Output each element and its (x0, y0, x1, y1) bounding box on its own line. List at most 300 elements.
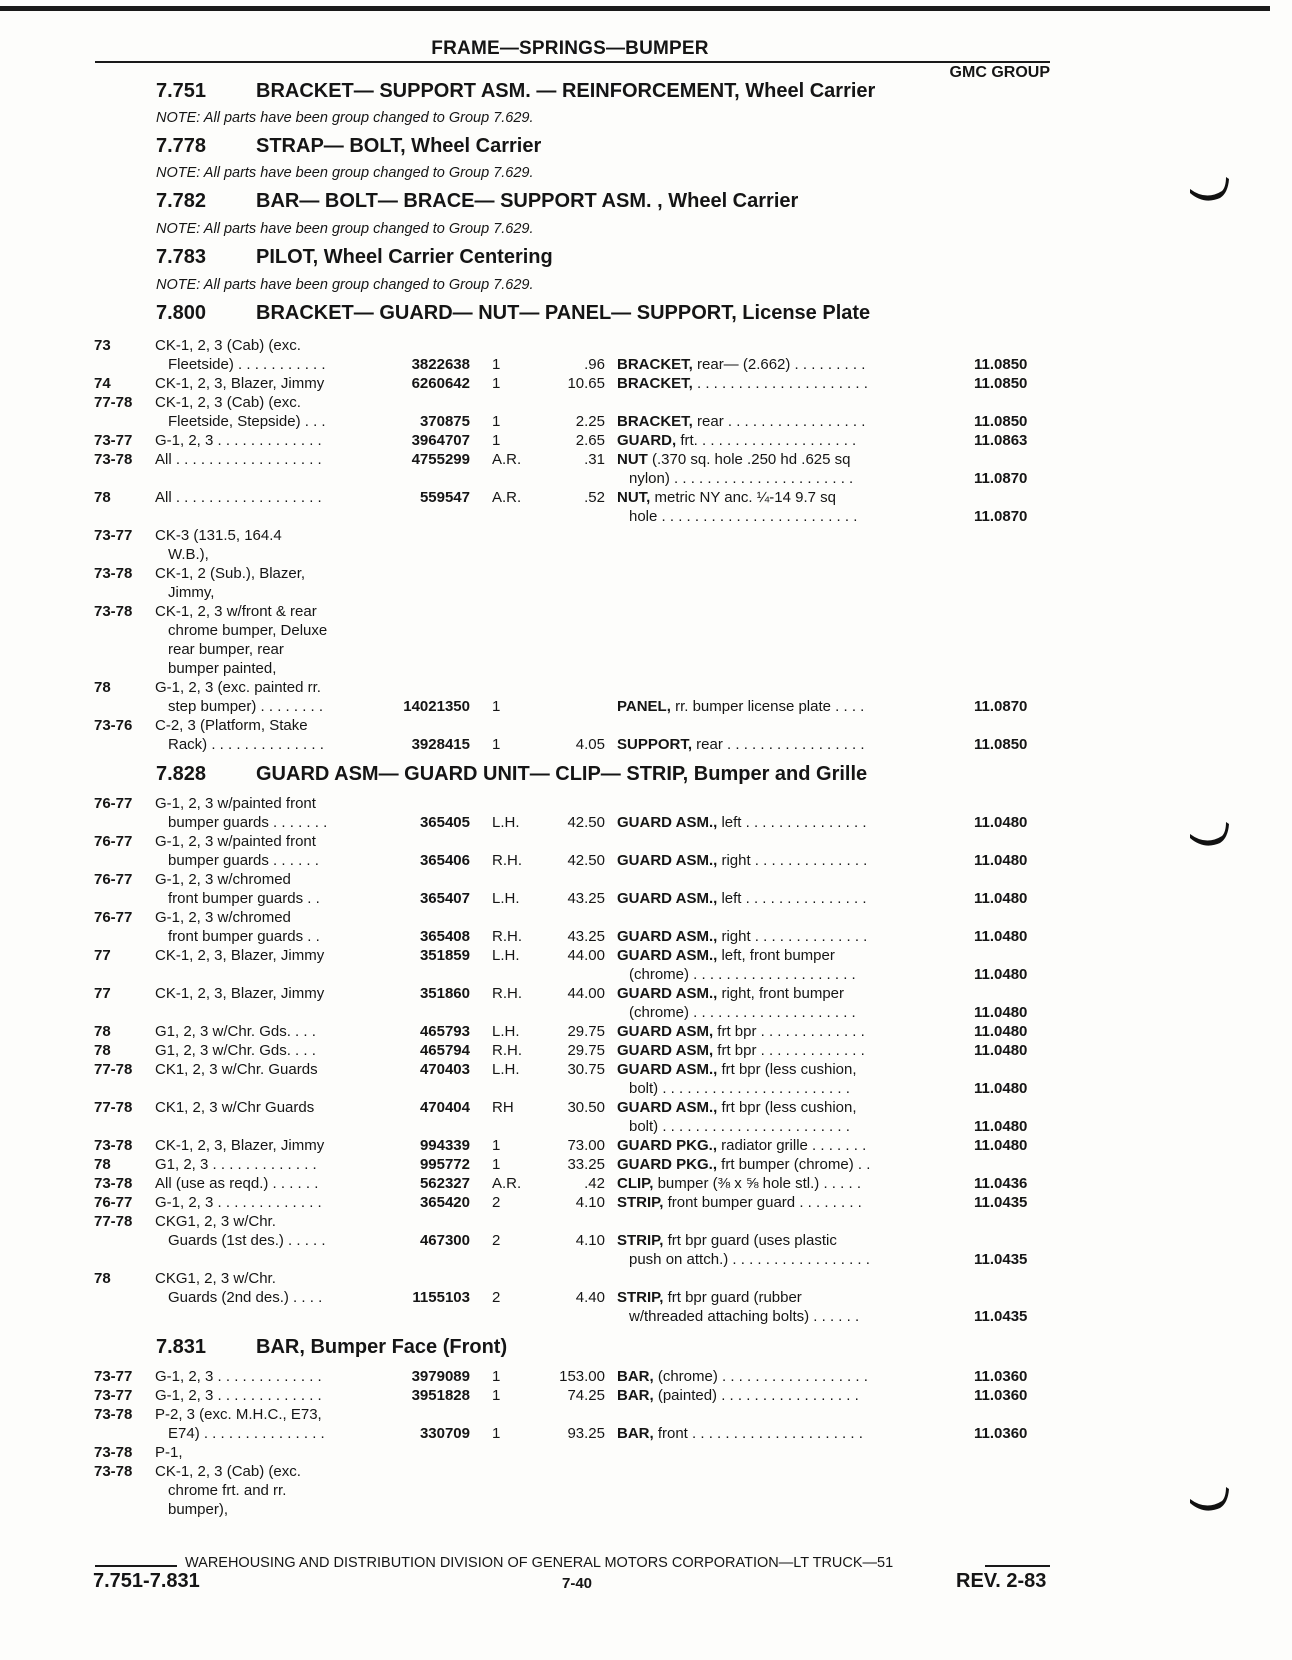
part-name-cell (617, 813, 937, 832)
application-cell: CK-1, 2, 3 (Cab) (exc. (155, 337, 301, 354)
part-number-cell: 370875 (419, 413, 470, 430)
part-number-cell: 365420 (419, 1194, 470, 1211)
quantity-cell: 1 (492, 413, 501, 430)
group-cell: 11.0480 (974, 890, 1028, 907)
application-cell: bumper guards . . . . . . . (168, 814, 328, 831)
table-row (0, 1117, 1292, 1136)
price-cell: 44.00 (567, 947, 605, 964)
application-cell: G-1, 2, 3 . . . . . . . . . . . . . (155, 432, 322, 449)
part-name-cell: bolt) . . . . . . . . . . . . . . . . . . . . . . . (629, 1118, 850, 1135)
part-name-bold: SUPPORT, (617, 736, 693, 753)
price-cell: 73.00 (567, 1137, 605, 1154)
group-cell: 11.0480 (974, 966, 1028, 983)
table-row (0, 851, 1292, 870)
part-name-cell (617, 889, 937, 908)
application-cell: All . . . . . . . . . . . . . . . . . . (155, 489, 322, 506)
year-cell: 73-78 (94, 1463, 133, 1480)
year-cell: 73-77 (94, 432, 133, 449)
application-cell: G-1, 2, 3 . . . . . . . . . . . . . (155, 1194, 322, 1211)
quantity-cell: 1 (492, 356, 501, 373)
price-cell: 44.00 (567, 985, 605, 1002)
quantity-cell: 1 (492, 1387, 501, 1404)
table-row (0, 1269, 1292, 1288)
quantity-cell: L.H. (492, 1023, 520, 1040)
year-cell: 76-77 (94, 871, 133, 888)
table-row (0, 1288, 1292, 1307)
part-number-cell: 365406 (419, 852, 470, 869)
table-row (0, 1500, 1292, 1519)
quantity-cell: A.R. (492, 451, 522, 468)
table-row (0, 507, 1292, 526)
group-cell: 11.0436 (974, 1175, 1028, 1192)
table-row (0, 450, 1292, 469)
section-heading-7778 (156, 135, 541, 158)
part-name-bold: STRIP, (617, 1194, 664, 1211)
year-cell: 73-78 (94, 1444, 133, 1461)
quantity-cell: R.H. (492, 928, 522, 945)
part-number-cell: 995772 (419, 1156, 470, 1173)
section-number: 7.800 (156, 302, 207, 324)
application-cell: G1, 2, 3 w/Chr. Gds. . . . (155, 1042, 316, 1059)
table-row (0, 1022, 1292, 1041)
section-number: 7.778 (156, 135, 207, 157)
section-number: 7.783 (156, 246, 207, 268)
year-cell: 74 (94, 375, 111, 392)
year-cell: 78 (94, 1023, 111, 1040)
part-name-cell: push on attch.) . . . . . . . . . . . . . . . . . (629, 1251, 870, 1268)
table-row (0, 716, 1292, 735)
footer-rule-right (985, 1565, 1050, 1567)
part-number-cell: 330709 (419, 1425, 470, 1442)
part-name-detail: frt bpr . . . . . . . . . . . . . (713, 1042, 865, 1059)
quantity-cell: 1 (492, 375, 501, 392)
part-name-cell (617, 927, 937, 946)
application-cell: bumper guards . . . . . . (168, 852, 319, 869)
table-row (0, 1424, 1292, 1443)
part-name-cell: nylon) . . . . . . . . . . . . . . . . . . . . . . (629, 470, 854, 487)
part-name-detail: (painted) . . . . . . . . . . . . . . . . . (653, 1387, 859, 1404)
part-number-cell: 994339 (419, 1137, 470, 1154)
table-row (0, 1443, 1292, 1462)
part-name-cell (617, 1367, 937, 1386)
section-number: 7.831 (156, 1336, 207, 1358)
part-name-detail: . . . . . . . . . . . . . . . . . . . . . (692, 375, 868, 392)
price-cell: 42.50 (567, 852, 605, 869)
quantity-cell: 1 (492, 1137, 501, 1154)
group-cell: 11.0435 (974, 1251, 1028, 1268)
table-row (0, 1136, 1292, 1155)
year-cell: 73 (94, 337, 111, 354)
quantity-cell: RH (492, 1099, 514, 1116)
year-cell: 78 (94, 1042, 111, 1059)
table-row (0, 1174, 1292, 1193)
table-row (0, 946, 1292, 965)
quantity-cell: 1 (492, 1368, 501, 1385)
table-row (0, 1250, 1292, 1269)
application-cell: CK1, 2, 3 w/Chr Guards (155, 1099, 315, 1116)
application-cell: CK-1, 2, 3, Blazer, Jimmy (155, 985, 325, 1002)
table-row (0, 1041, 1292, 1060)
table-row (0, 488, 1292, 507)
price-cell: 42.50 (567, 814, 605, 831)
application-cell: E74) . . . . . . . . . . . . . . . (168, 1425, 325, 1442)
section-heading-7800 (156, 302, 870, 325)
price-cell: 153.00 (559, 1368, 605, 1385)
part-name-detail: front bumper guard . . . . . . . . (663, 1194, 862, 1211)
year-cell: 73-78 (94, 565, 133, 582)
part-number-cell: 4755299 (411, 451, 470, 468)
part-name-cell: hole . . . . . . . . . . . . . . . . . . . . . . . . (629, 508, 858, 525)
group-cell: 11.0360 (974, 1425, 1028, 1442)
part-name-cell (617, 1155, 937, 1174)
group-cell: 11.0850 (974, 736, 1028, 753)
quantity-cell: R.H. (492, 852, 522, 869)
binder-hook-icon (1188, 175, 1230, 205)
year-cell: 78 (94, 1270, 111, 1287)
footer-rule-left (95, 1565, 177, 1567)
binder-hook-icon (1188, 820, 1230, 850)
application-cell: G-1, 2, 3 . . . . . . . . . . . . . (155, 1387, 322, 1404)
group-cell: 11.0850 (974, 356, 1028, 373)
quantity-cell: R.H. (492, 1042, 522, 1059)
year-cell: 73-78 (94, 1406, 133, 1423)
application-cell: G1, 2, 3 . . . . . . . . . . . . . (155, 1156, 317, 1173)
application-cell: G-1, 2, 3 w/chromed (155, 909, 291, 926)
part-name-bold: CLIP, (617, 1175, 654, 1192)
section-heading-7831 (156, 1336, 507, 1359)
table-row (0, 794, 1292, 813)
quantity-cell: 1 (492, 1425, 501, 1442)
part-name-cell (617, 697, 937, 716)
part-name-detail: rear . . . . . . . . . . . . . . . . . (692, 413, 866, 430)
part-name-bold: GUARD ASM., (617, 985, 718, 1002)
part-number-cell: 365405 (419, 814, 470, 831)
table-row (0, 1212, 1292, 1231)
year-cell: 76-77 (94, 833, 133, 850)
quantity-cell: 1 (492, 1156, 501, 1173)
price-cell: 4.05 (575, 736, 605, 753)
application-cell: Jimmy, (168, 584, 215, 601)
part-name-detail: frt bpr guard (uses plastic (663, 1232, 837, 1249)
table-row (0, 1231, 1292, 1250)
price-cell: 43.25 (567, 928, 605, 945)
part-name-cell (617, 1136, 937, 1155)
table-row (0, 526, 1292, 545)
application-cell: Fleetside) . . . . . . . . . . . (168, 356, 326, 373)
part-name-detail: frt bpr . . . . . . . . . . . . . (713, 1023, 865, 1040)
quantity-cell: 1 (492, 736, 501, 753)
section-title: BRACKET— SUPPORT ASM. — REINFORCEMENT, Wheel Carrier (256, 80, 876, 102)
part-name-detail: frt bumper (chrome) . . (717, 1156, 871, 1173)
table-row (0, 469, 1292, 488)
table-row (0, 621, 1292, 640)
group-cell: 11.0480 (974, 928, 1028, 945)
group-cell: 11.0850 (974, 375, 1028, 392)
price-cell: 29.75 (567, 1042, 605, 1059)
table-row (0, 1193, 1292, 1212)
part-name-cell: w/threaded attaching bolts) . . . . . . (629, 1308, 860, 1325)
part-name-cell (617, 1174, 937, 1193)
part-name-detail: right . . . . . . . . . . . . . . (717, 852, 868, 869)
page-title: FRAME—SPRINGS—BUMPER (431, 38, 709, 59)
part-name-cell (617, 1231, 937, 1250)
section-title: STRAP— BOLT, Wheel Carrier (256, 135, 542, 157)
section-note-7751: NOTE: All parts have been group changed to Group 7.629. (156, 110, 534, 126)
part-name-detail: left . . . . . . . . . . . . . . . (717, 814, 867, 831)
year-cell: 76-77 (94, 1194, 133, 1211)
quantity-cell: 2 (492, 1194, 501, 1211)
part-number-cell: 14021350 (403, 698, 470, 715)
table-row (0, 393, 1292, 412)
price-cell: 30.50 (567, 1099, 605, 1116)
application-cell: CK-1, 2, 3, Blazer, Jimmy (155, 375, 325, 392)
table-row (0, 1060, 1292, 1079)
part-number-cell: 559547 (419, 489, 470, 506)
year-cell: 73-76 (94, 717, 133, 734)
table-row (0, 583, 1292, 602)
part-name-bold: GUARD ASM., (617, 814, 718, 831)
group-cell: 11.0435 (974, 1308, 1028, 1325)
part-name-bold: STRIP, (617, 1289, 664, 1306)
section-title: BAR, Bumper Face (Front) (256, 1336, 508, 1358)
part-number-cell: 3822638 (411, 356, 470, 373)
table-row (0, 832, 1292, 851)
table-row (0, 813, 1292, 832)
part-name-detail: frt. . . . . . . . . . . . . . . . . . . . (676, 432, 857, 449)
group-cell: 11.0480 (974, 1118, 1028, 1135)
group-cell: 11.0863 (974, 432, 1028, 449)
footer-page-number: 7-40 (562, 1575, 593, 1592)
part-name-detail: (.370 sq. hole .250 hd .625 sq (647, 451, 851, 468)
quantity-cell: L.H. (492, 890, 520, 907)
application-cell: CK1, 2, 3 w/Chr. Guards (155, 1061, 318, 1078)
part-name-cell: (chrome) . . . . . . . . . . . . . . . . . . . . (629, 1004, 856, 1021)
quantity-cell: 1 (492, 432, 501, 449)
section-note-7782: NOTE: All parts have been group changed to Group 7.629. (156, 221, 534, 237)
quantity-cell: 1 (492, 698, 501, 715)
part-name-detail: right, front bumper (717, 985, 845, 1002)
part-number-cell: 6260642 (411, 375, 470, 392)
part-name-detail: front . . . . . . . . . . . . . . . . . . . . . (653, 1425, 863, 1442)
quantity-cell: A.R. (492, 489, 522, 506)
price-cell: 93.25 (567, 1425, 605, 1442)
price-cell: 43.25 (567, 890, 605, 907)
part-name-cell (617, 431, 937, 450)
application-cell: CK-1, 2, 3 w/front & rear (155, 603, 317, 620)
part-number-cell: 470403 (419, 1061, 470, 1078)
part-number-cell: 351859 (419, 947, 470, 964)
application-cell: front bumper guards . . (168, 890, 320, 907)
application-cell: bumper painted, (168, 660, 277, 677)
part-name-bold: BRACKET, (617, 356, 693, 373)
group-cell: 11.0870 (974, 470, 1028, 487)
part-number-cell: 465793 (419, 1023, 470, 1040)
application-cell: G-1, 2, 3 (exc. painted rr. (155, 679, 321, 696)
part-name-bold: PANEL, (617, 698, 671, 715)
group-cell: 11.0360 (974, 1368, 1028, 1385)
application-cell: Rack) . . . . . . . . . . . . . . (168, 736, 324, 753)
table-row (0, 545, 1292, 564)
year-cell: 77 (94, 947, 111, 964)
part-number-cell: 467300 (419, 1232, 470, 1249)
application-cell: step bumper) . . . . . . . . (168, 698, 324, 715)
year-cell: 78 (94, 1156, 111, 1173)
quantity-cell: L.H. (492, 1061, 520, 1078)
group-cell: 11.0850 (974, 413, 1028, 430)
application-cell: CKG1, 2, 3 w/Chr. (155, 1213, 276, 1230)
part-name-bold: NUT (617, 451, 648, 468)
application-cell: Guards (1st des.) . . . . . (168, 1232, 326, 1249)
price-cell: 4.10 (575, 1194, 605, 1211)
year-cell: 73-77 (94, 1368, 133, 1385)
footer-publisher-line: WAREHOUSING AND DISTRIBUTION DIVISION OF GENERAL MOTORS CORPORATION—LT TRUCK—51 (185, 1555, 894, 1571)
part-number-cell: 3964707 (411, 432, 470, 449)
part-name-detail: frt bpr (less cushion, (717, 1061, 857, 1078)
table-row (0, 1386, 1292, 1405)
application-cell: P-2, 3 (exc. M.H.C., E73, (155, 1406, 322, 1423)
application-cell: bumper), (168, 1501, 229, 1518)
price-cell: 74.25 (567, 1387, 605, 1404)
part-name-cell: (chrome) . . . . . . . . . . . . . . . . . . . . (629, 966, 856, 983)
quantity-cell: 2 (492, 1232, 501, 1249)
group-cell: 11.0480 (974, 852, 1028, 869)
table-row (0, 412, 1292, 431)
application-cell: CK-1, 2, 3 (Cab) (exc. (155, 1463, 301, 1480)
price-cell: 2.65 (575, 432, 605, 449)
gmc-group-label: GMC GROUP (949, 64, 1050, 81)
part-name-bold: GUARD ASM, (617, 1023, 714, 1040)
part-name-cell (617, 1288, 937, 1307)
price-cell: 10.65 (567, 375, 605, 392)
table-row (0, 908, 1292, 927)
part-number-cell: 3928415 (411, 736, 470, 753)
group-cell: 11.0870 (974, 508, 1028, 525)
section-number: 7.782 (156, 190, 207, 212)
quantity-cell: 2 (492, 1289, 501, 1306)
footer-section-range: 7.751-7.831 (93, 1570, 200, 1592)
quantity-cell: R.H. (492, 985, 522, 1002)
part-name-cell (617, 488, 937, 507)
part-name-detail: left, front bumper (717, 947, 835, 964)
price-cell: 2.25 (575, 413, 605, 430)
table-row (0, 1367, 1292, 1386)
section-heading-7751 (156, 80, 875, 103)
year-cell: 77 (94, 985, 111, 1002)
part-name-cell (617, 374, 937, 393)
part-name-cell (617, 450, 937, 469)
table-row (0, 870, 1292, 889)
part-number-cell: 1155103 (412, 1289, 470, 1306)
part-name-cell (617, 851, 937, 870)
table-row (0, 640, 1292, 659)
year-cell: 77-78 (94, 1099, 133, 1116)
table-row (0, 564, 1292, 583)
table-row (0, 1155, 1292, 1174)
part-name-bold: GUARD ASM., (617, 947, 718, 964)
part-name-bold: GUARD ASM., (617, 852, 718, 869)
part-name-cell (617, 984, 937, 1003)
quantity-cell: L.H. (492, 814, 520, 831)
table-row (0, 659, 1292, 678)
part-name-bold: BAR, (617, 1387, 654, 1404)
part-name-bold: GUARD PKG., (617, 1156, 718, 1173)
application-cell: All (use as reqd.) . . . . . . (155, 1175, 319, 1192)
price-cell: .52 (584, 489, 605, 506)
table-row (0, 336, 1292, 355)
table-row (0, 602, 1292, 621)
part-number-cell: 351860 (419, 985, 470, 1002)
application-cell: Fleetside, Stepside) . . . (168, 413, 326, 430)
part-name-cell (617, 412, 937, 431)
part-name-cell (617, 1193, 937, 1212)
part-name-detail: rear . . . . . . . . . . . . . . . . . (692, 736, 865, 753)
application-cell: CK-1, 2, 3, Blazer, Jimmy (155, 1137, 325, 1154)
part-name-bold: STRIP, (617, 1232, 664, 1249)
part-number-cell: 3979089 (411, 1368, 470, 1385)
section-title: BRACKET— GUARD— NUT— PANEL— SUPPORT, License Plate (256, 302, 871, 324)
group-cell: 11.0480 (974, 1042, 1028, 1059)
application-cell: G1, 2, 3 w/Chr. Gds. . . . (155, 1023, 316, 1040)
application-cell: Guards (2nd des.) . . . . (168, 1289, 323, 1306)
group-cell: 11.0870 (974, 698, 1028, 715)
application-cell: W.B.), (168, 546, 209, 563)
part-name-cell (617, 1098, 937, 1117)
part-name-detail: frt bpr guard (rubber (663, 1289, 802, 1306)
part-name-bold: GUARD ASM., (617, 1061, 718, 1078)
table-row (0, 697, 1292, 716)
table-row (0, 355, 1292, 374)
section-title: BAR— BOLT— BRACE— SUPPORT ASM. , Wheel Carrier (256, 190, 799, 212)
price-cell: 29.75 (567, 1023, 605, 1040)
part-name-cell: bolt) . . . . . . . . . . . . . . . . . . . . . . . (629, 1080, 850, 1097)
part-number-cell: 562327 (419, 1175, 470, 1192)
application-cell: CK-1, 2, 3 (Cab) (exc. (155, 394, 301, 411)
part-name-bold: BRACKET, (617, 375, 693, 392)
application-cell: chrome bumper, Deluxe (168, 622, 328, 639)
group-cell: 11.0435 (974, 1194, 1028, 1211)
year-cell: 73-77 (94, 1387, 133, 1404)
section-title: GUARD ASM— GUARD UNIT— CLIP— STRIP, Bumper and Grille (256, 763, 868, 785)
header-rule (95, 61, 1050, 63)
application-cell: P-1, (155, 1444, 183, 1461)
top-border-rule (0, 6, 1270, 11)
part-name-cell (617, 1060, 937, 1079)
table-row (0, 735, 1292, 754)
part-number-cell: 365408 (419, 928, 470, 945)
part-number-cell: 465794 (419, 1042, 470, 1059)
group-cell: 11.0480 (974, 1137, 1028, 1154)
year-cell: 73-78 (94, 1175, 133, 1192)
year-cell: 78 (94, 679, 111, 696)
section-number: 7.751 (156, 80, 207, 102)
application-cell: rear bumper, rear (168, 641, 284, 658)
part-name-cell (617, 1386, 937, 1405)
price-cell: .31 (584, 451, 605, 468)
year-cell: 77-78 (94, 1213, 133, 1230)
part-name-cell (617, 946, 937, 965)
footer-revision: REV. 2-83 (956, 1570, 1047, 1592)
part-name-bold: GUARD ASM., (617, 928, 718, 945)
part-name-bold: GUARD ASM., (617, 1099, 718, 1116)
part-name-bold: BRACKET, (617, 413, 693, 430)
part-name-detail: radiator grille . . . . . . . (717, 1137, 867, 1154)
application-cell: All . . . . . . . . . . . . . . . . . . (155, 451, 322, 468)
year-cell: 77-78 (94, 1061, 133, 1078)
group-cell: 11.0480 (974, 1080, 1028, 1097)
table-row (0, 984, 1292, 1003)
table-row (0, 1307, 1292, 1326)
year-cell: 73-78 (94, 603, 133, 620)
